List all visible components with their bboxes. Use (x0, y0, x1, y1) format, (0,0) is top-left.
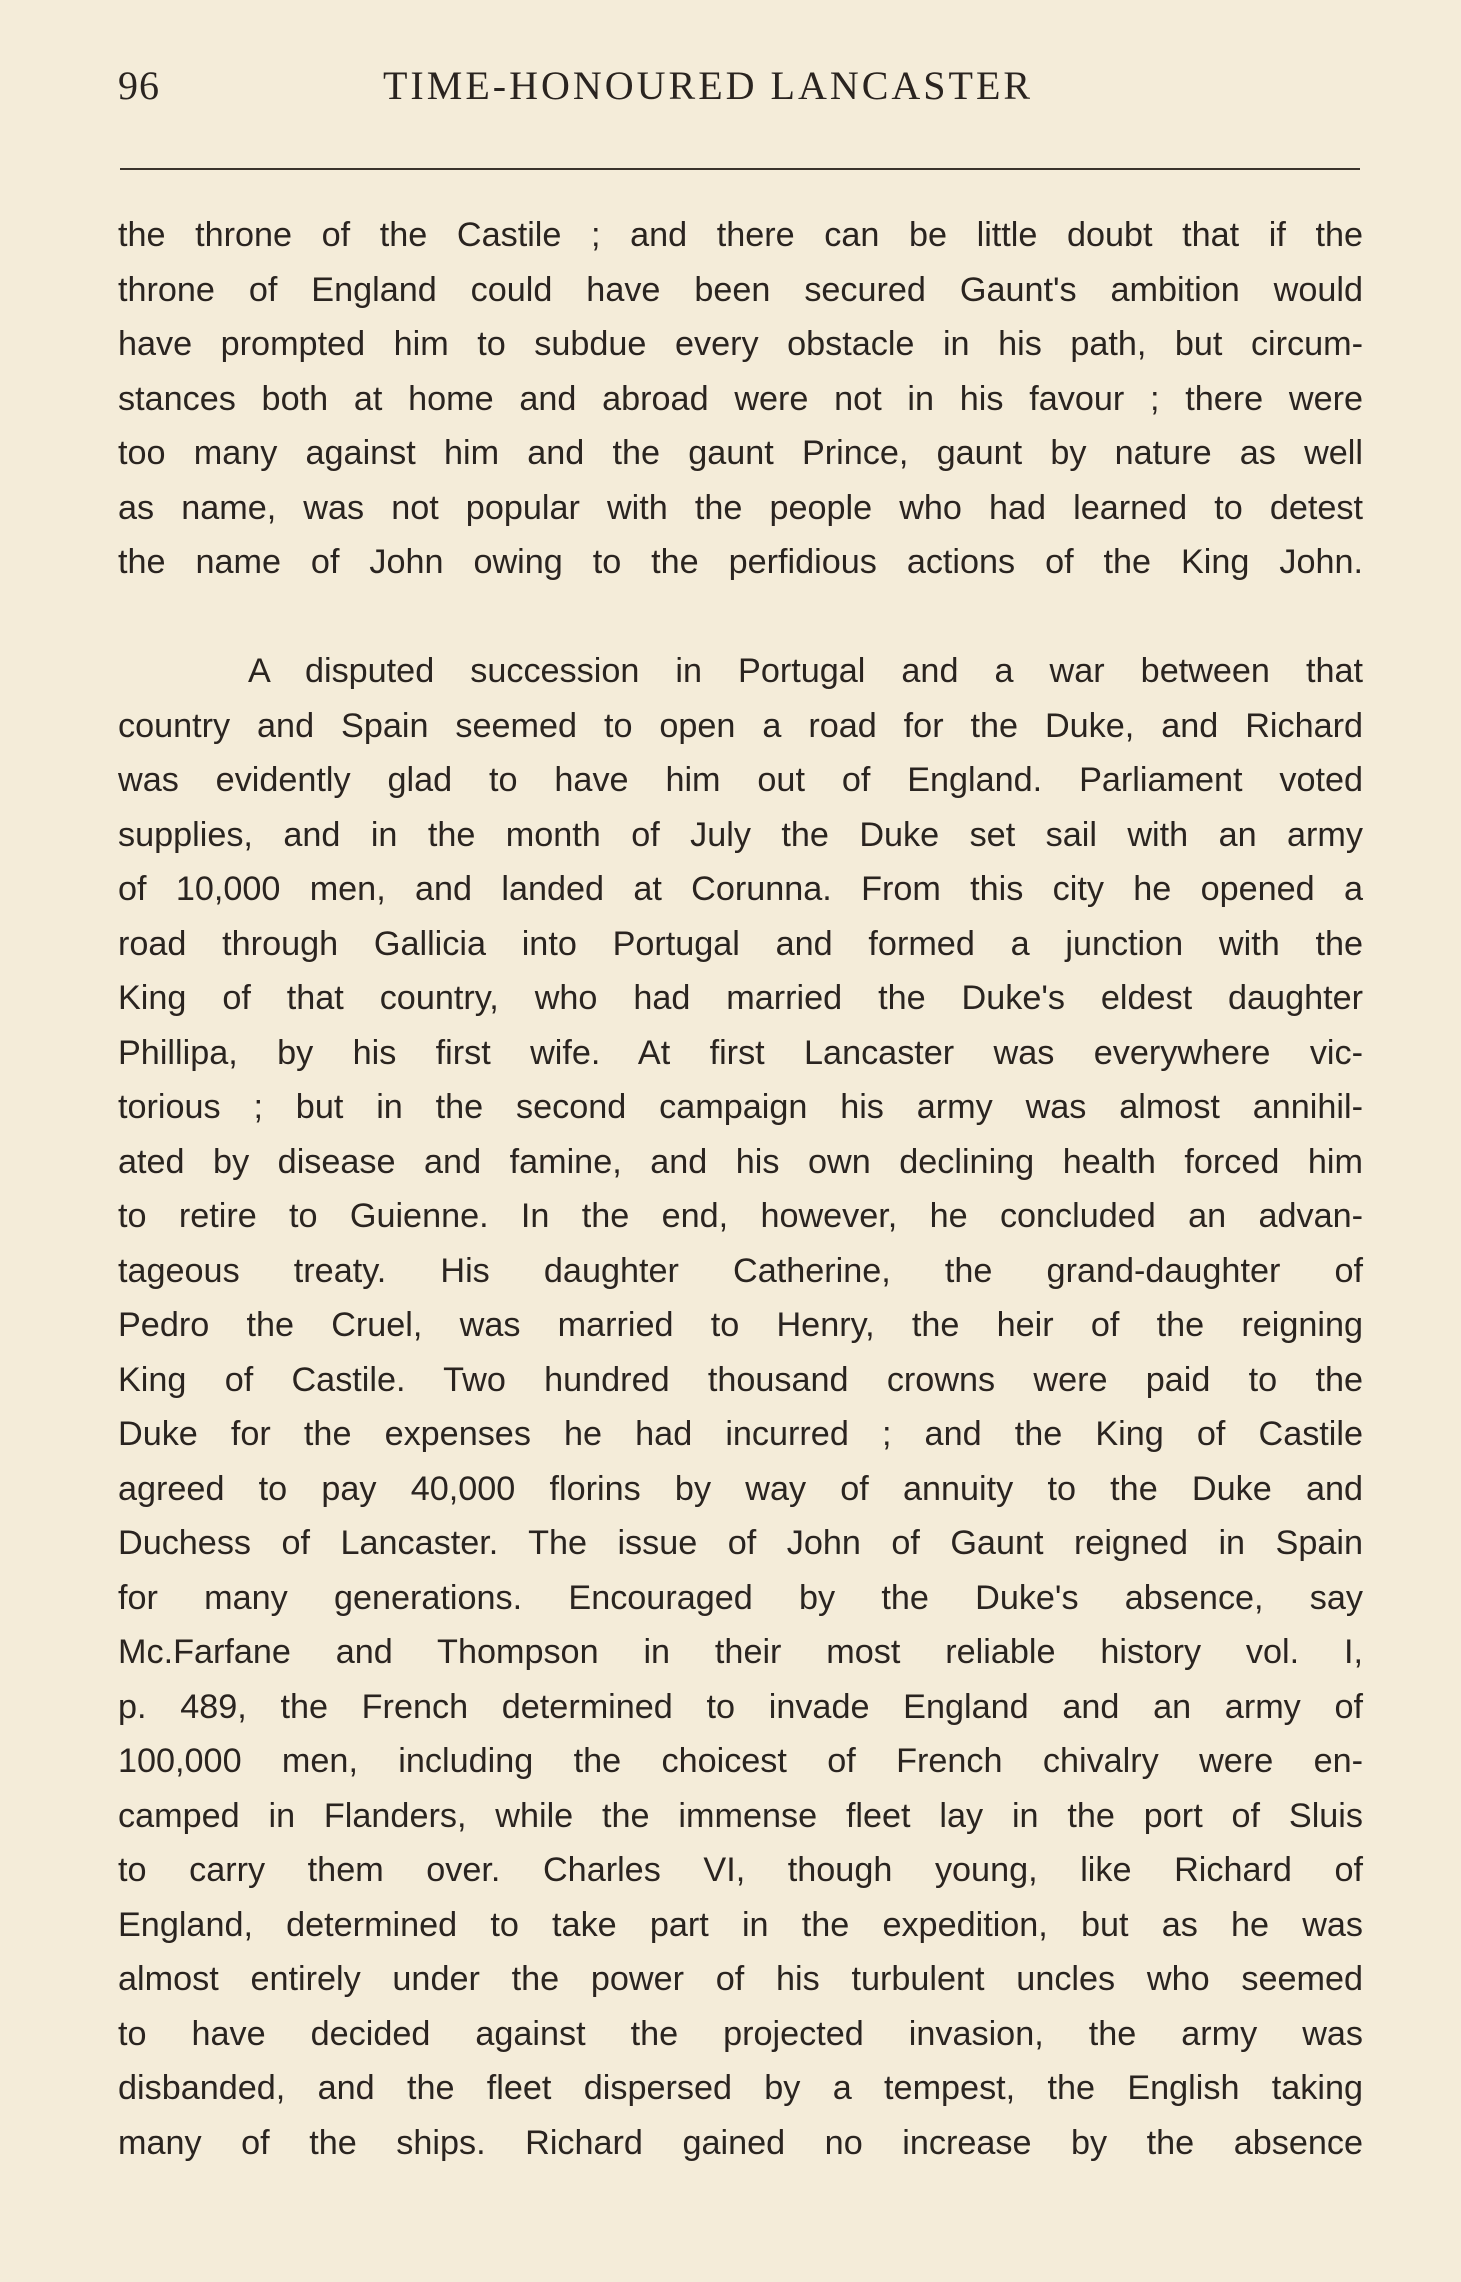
text-line: Duke for the expenses he had incurred ; and the King of Castile (118, 1415, 1363, 1453)
text-line: Mc.Farfane and Thompson in their most reliable history vol. I, (118, 1633, 1363, 1671)
text-line: the throne of the Castile ; and there can be little doubt that if the (118, 216, 1363, 254)
text-line: as name, was not popular with the people who had learned to detest (118, 488, 1363, 527)
text-line: Phillipa, by his first wife. At first Lancaster was everywhere vic- (118, 1033, 1363, 1072)
text-line: country and Spain seemed to open a road for the Duke, and Richard (118, 706, 1363, 745)
paragraph (118, 644, 1363, 2170)
text-line: road through Gallicia into Portugal and formed a junction with the (118, 924, 1363, 963)
text-line: was evidently glad to have him out of England. Parliament voted (118, 761, 1363, 799)
text-line: tageous treaty. His daughter Catherine, the grand-daughter of (118, 1251, 1363, 1290)
paragraph (118, 208, 1363, 590)
text-line: disbanded, and the fleet dispersed by a tempest, the English taking (118, 2069, 1363, 2107)
text-line: for many generations. Encouraged by the Duke's absence, say (118, 1578, 1363, 1617)
text-line: agreed to pay 40,000 florins by way of annuity to the Duke and (118, 1469, 1363, 1508)
header-rule (120, 168, 1360, 170)
text-line: supplies, and in the month of July the Duke set sail with an army (118, 815, 1363, 854)
text-line: many of the ships. Richard gained no increase by the absence (118, 2123, 1363, 2162)
text-line: of 10,000 men, and landed at Corunna. From this city he opened a (118, 870, 1363, 908)
paragraph-gap (118, 590, 1363, 645)
text-line: torious ; but in the second campaign his army was almost annihil- (118, 1088, 1363, 1126)
text-line: to retire to Guienne. In the end, however, he concluded an advan- (118, 1197, 1363, 1235)
text-line: 100,000 men, including the choicest of French chivalry were en- (118, 1742, 1363, 1780)
text-line: ated by disease and famine, and his own declining health forced him (118, 1142, 1363, 1181)
text-line: King of Castile. Two hundred thousand crowns were paid to the (118, 1360, 1363, 1399)
text-line: almost entirely under the power of his turbulent uncles who seemed (118, 1960, 1363, 1998)
text-line: have prompted him to subdue every obstacle in his path, but circum- (118, 325, 1363, 363)
body-text (118, 208, 1363, 2170)
text-line: too many against him and the gaunt Prince, gaunt by nature as well (118, 434, 1363, 472)
text-line: to have decided against the projected invasion, the army was (118, 2014, 1363, 2053)
text-line: p. 489, the French determined to invade England and an army of (118, 1687, 1363, 1726)
text-line: the name of John owing to the perfidious actions of the King John. (118, 543, 1363, 581)
text-line: to carry them over. Charles VI, though young, like Richard of (118, 1851, 1363, 1889)
text-line: stances both at home and abroad were not in his favour ; there were (118, 379, 1363, 418)
text-line: camped in Flanders, while the immense fleet lay in the port of Sluis (118, 1796, 1363, 1835)
text-line: Duchess of Lancaster. The issue of John of Gaunt reigned in Spain (118, 1524, 1363, 1562)
page-number: 96 (118, 63, 160, 108)
text-line: England, determined to take part in the expedition, but as he was (118, 1905, 1363, 1944)
text-line: Pedro the Cruel, was married to Henry, the heir of the reigning (118, 1306, 1363, 1344)
page-header (118, 62, 1358, 122)
text-line: A disputed succession in Portugal and a war between that (248, 652, 1363, 690)
text-line: throne of England could have been secured Gaunt's ambition would (118, 270, 1363, 309)
running-title: TIME-HONOURED LANCASTER (383, 63, 1034, 108)
text-line: King of that country, who had married the Duke's eldest daughter (118, 979, 1363, 1017)
